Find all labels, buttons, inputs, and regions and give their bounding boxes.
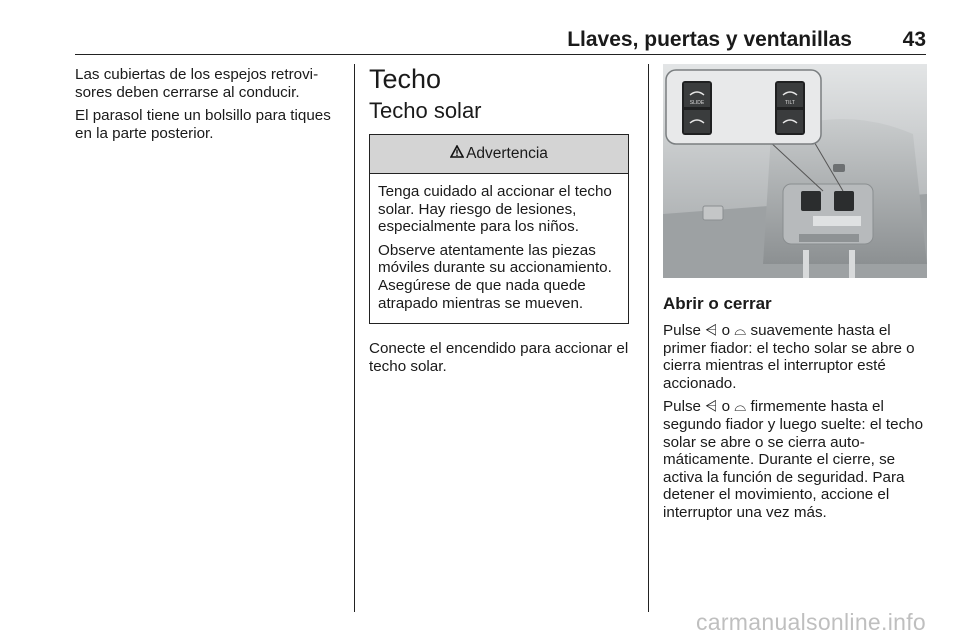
- warning-body: [370, 174, 628, 323]
- warning-icon: [450, 145, 464, 163]
- warning-paragraph: Observe atentamente las piezas móviles durante su accionamiento. Asegúrese de que nada quede atrapado mientras se mueven.: [378, 241, 612, 312]
- automatic-paragraph: Pulse ⩤ o ⌓ firmemente hasta el segundo fiador y luego suelte: el techo solar se abre o se cierra automáticamente. Durante el cierre, se activa la función de seguridad. Para detener el movimiento, accione el interruptor una vez más.: [663, 398, 924, 521]
- sunroof-slide-icon: ⩤: [705, 398, 718, 416]
- tilt-button-label: TILT: [785, 100, 795, 106]
- warning-box: [369, 134, 629, 324]
- section-heading: Techo: [369, 64, 442, 94]
- ignition-paragraph: Conecte el encendido para accionar el techo solar.: [369, 340, 629, 375]
- sunroof-close-icon: ⌓: [734, 398, 747, 416]
- open-close-heading: Abrir o cerrar: [663, 294, 772, 313]
- header-title: Llaves, puertas y ventanillas: [567, 28, 852, 51]
- sun-visor-paragraph: El parasol tiene un bolsillo para tiques en la parte posterior.: [75, 107, 331, 142]
- mirror-covers-paragraph: Las cubiertas de los espejos retrovisores deben cerrarse al conducir.: [75, 66, 319, 101]
- left-column: [75, 66, 343, 148]
- sunroof-close-icon: ⌓: [734, 322, 747, 339]
- slide-button-label: SLIDE: [689, 100, 705, 106]
- subsection-heading: Techo solar: [369, 98, 482, 123]
- warning-title: Advertencia: [466, 145, 548, 163]
- open-close-paragraph: Pulse ⩤ o ⌓ suavemente hasta el primer fiador: el techo solar se abre o cierra mientras el interruptor esté accionado.: [663, 322, 915, 392]
- column-divider-left: [354, 64, 355, 612]
- middle-column: [369, 64, 633, 381]
- header-rule: [75, 54, 926, 55]
- sunroof-slide-icon: ⩤: [705, 322, 718, 339]
- watermark: carmanualsonline.info: [695, 609, 926, 635]
- page-number: 43: [902, 28, 926, 51]
- column-divider-right: [648, 64, 649, 612]
- right-column: [663, 64, 927, 528]
- sunroof-switch-figure: [663, 64, 927, 278]
- warning-paragraph: Tenga cuidado al accionar el techo solar. Hay riesgo de lesiones, especialmente para los niños.: [378, 183, 612, 236]
- warning-header: [370, 135, 628, 174]
